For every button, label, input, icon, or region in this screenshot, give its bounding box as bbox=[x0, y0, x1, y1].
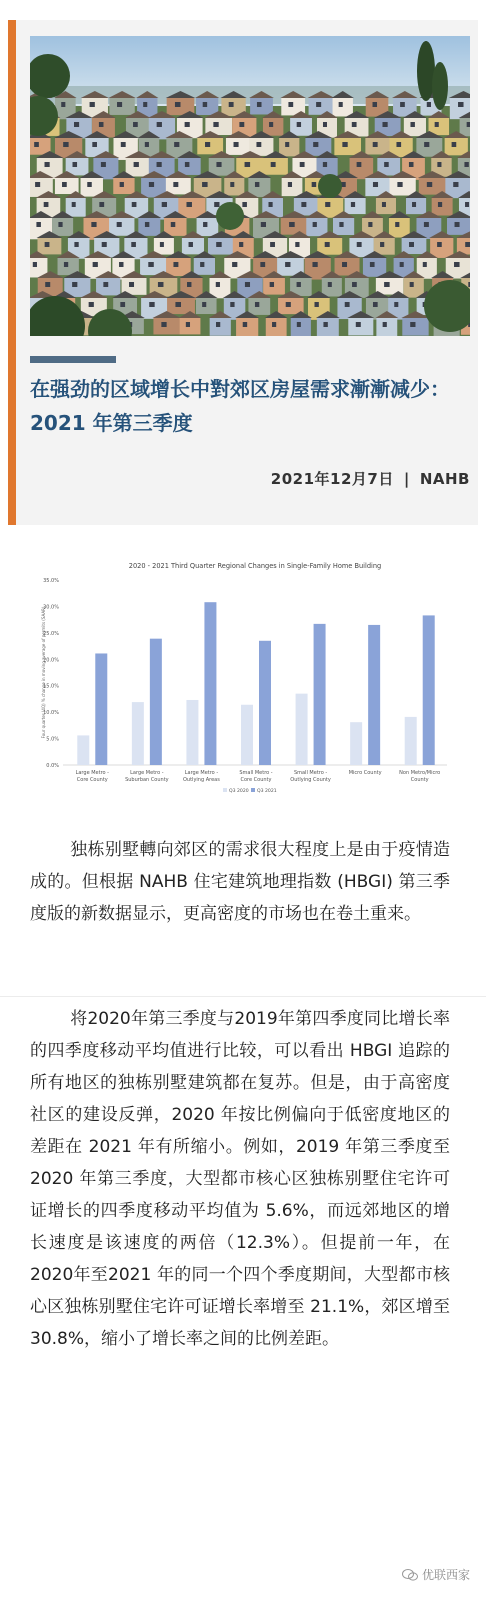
bar-q3-2020 bbox=[77, 735, 89, 765]
y-tick-label: 35.0% bbox=[43, 578, 59, 584]
legend-swatch bbox=[251, 788, 255, 792]
y-axis-label: Four quarter (4Q) % change in moving average of permits (SAAR) bbox=[41, 606, 46, 739]
x-tick-label: Large Metro - bbox=[184, 770, 219, 776]
x-tick-label: Outlying County bbox=[290, 777, 331, 783]
bar-q3-2020 bbox=[132, 702, 144, 765]
x-tick-label: Micro County bbox=[348, 770, 382, 776]
legend-label: Q3 2021 bbox=[257, 789, 277, 794]
y-tick-label: 30.0% bbox=[43, 604, 59, 611]
paragraph-1-text: 独栋别墅轉向郊区的需求很大程度上是由于疫情造成的。但根据 NAHB 住宅建筑地理指数 (HBGI) 第三季度版的新数据显示，更高密度的市场也在卷土重来。 bbox=[30, 840, 450, 924]
x-tick-label: Large Metro - bbox=[130, 770, 164, 776]
article-title: 在强劲的区域增长中對郊区房屋需求漸漸减少：2021 年第三季度 bbox=[30, 377, 450, 435]
y-tick-label: 25.0% bbox=[43, 630, 59, 637]
x-tick-label: Large Metro - bbox=[75, 770, 109, 776]
bar-q3-2021 bbox=[95, 653, 107, 765]
x-tick-label: Outlying Areas bbox=[182, 777, 220, 783]
publish-date: 2021年12月7日 bbox=[270, 470, 394, 488]
legend-label: Q3 2020 bbox=[229, 789, 249, 794]
bar-q3-2020 bbox=[405, 717, 417, 765]
source-name: NAHB bbox=[419, 470, 470, 488]
paragraph-1 bbox=[30, 834, 450, 930]
paragraph-2 bbox=[30, 1003, 450, 1355]
y-tick-label: 5.0% bbox=[46, 736, 59, 743]
y-tick-label: 10.0% bbox=[43, 710, 59, 717]
bar-q3-2020 bbox=[186, 700, 198, 765]
accent-bar bbox=[8, 20, 16, 525]
hero-image-houses bbox=[30, 36, 470, 336]
x-tick-label: Core County bbox=[240, 777, 272, 783]
y-tick-label: 0.0% bbox=[46, 763, 59, 769]
x-tick-label: Non Metro/Micro bbox=[399, 770, 441, 776]
watermark-text: 优联西家 bbox=[421, 1568, 470, 1582]
wechat-icon bbox=[402, 1569, 418, 1581]
bar-q3-2021 bbox=[259, 641, 271, 765]
watermark bbox=[402, 1566, 470, 1583]
bar-q3-2021 bbox=[314, 624, 326, 765]
section-divider bbox=[0, 996, 486, 997]
bar-q3-2021 bbox=[368, 625, 380, 765]
title-rule bbox=[30, 356, 116, 363]
byline bbox=[271, 468, 470, 489]
legend-swatch bbox=[223, 788, 227, 792]
x-tick-label: County bbox=[410, 777, 429, 783]
x-tick-label: Small Metro - bbox=[239, 770, 273, 776]
paragraph-2-text: 将2020年第三季度与2019年第四季度同比增长率的四季度移动平均值进行比较，可以看出 HBGI 追踪的所有地区的独栋别墅建筑都在复苏。但是，由于高密度社区的建设反弹，2020 年按比例偏向于低密度地区的差距在 2021 年有所缩小。例如，2019 年第三季度至 2020 年第三季度，大型都市核心区独栋别墅住宅许可证增长的四季度移动平均值为 5.6%，而远郊地区的增长速度是该速度的两倍（12.3%）。但提前一年，在2020年至2021 年的同一个四个季度期间，大型都市核心区独栋别墅住宅许可证增长率增至 21.1%，郊区增至 30.8%，缩小了增长率之间的比例差距。 bbox=[30, 1009, 450, 1349]
bar-q3-2020 bbox=[296, 694, 308, 765]
bar-q3-2021 bbox=[150, 639, 162, 765]
x-tick-label: Small Metro - bbox=[293, 770, 328, 776]
bar-q3-2020 bbox=[350, 722, 362, 765]
x-tick-label: Suburban County bbox=[125, 777, 169, 783]
bar-q3-2021 bbox=[423, 615, 435, 765]
bar-q3-2020 bbox=[241, 705, 253, 765]
bar-q3-2021 bbox=[204, 602, 216, 765]
y-tick-label: 20.0% bbox=[43, 657, 59, 664]
y-tick-label: 15.0% bbox=[43, 683, 59, 690]
chart-title: 2020 - 2021 Third Quarter Regional Changes in Single-Family Home Building bbox=[128, 562, 382, 570]
byline-separator: | bbox=[403, 470, 410, 488]
x-tick-label: Core County bbox=[76, 777, 108, 783]
bar-chart bbox=[35, 560, 455, 830]
